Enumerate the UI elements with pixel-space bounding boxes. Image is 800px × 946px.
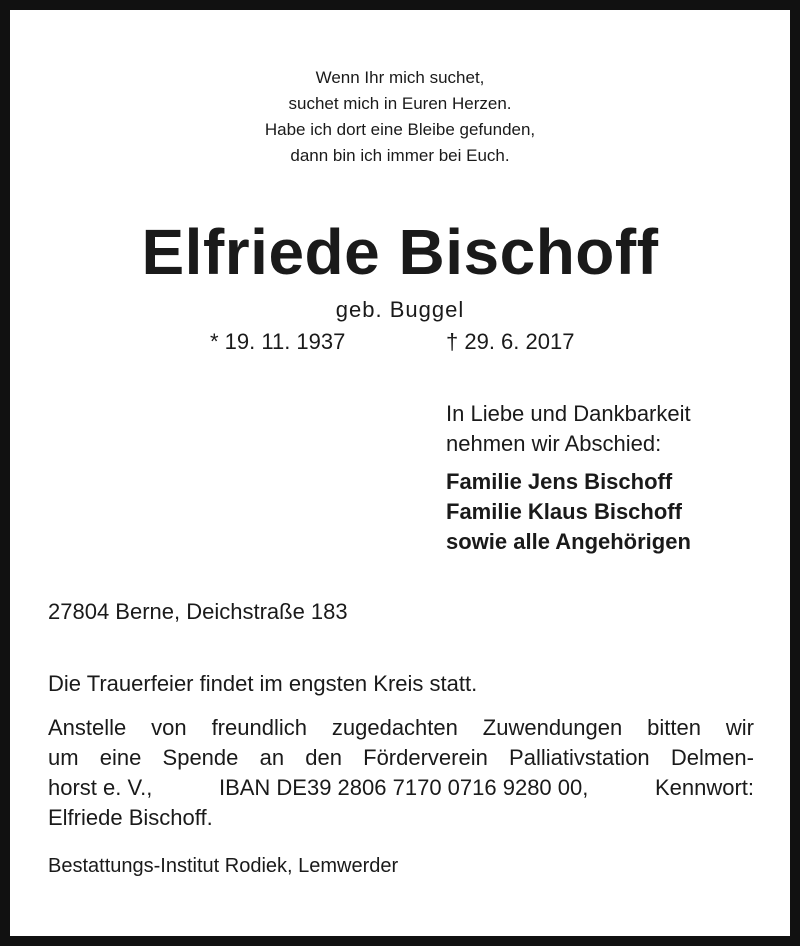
donation-recipient: horst e. V., — [48, 775, 153, 800]
birth-name: geb. Buggel — [335, 297, 465, 322]
poem-line: Wenn Ihr mich suchet, — [315, 68, 485, 87]
donation-line: um eine Spende an den Förderverein Palliativstation Delmen- — [48, 745, 754, 770]
farewell-line: nehmen wir Abschied: — [446, 431, 662, 456]
poem-line: Habe ich dort eine Bleibe gefunden, — [264, 120, 536, 139]
donation-line — [48, 773, 754, 803]
mourner-entry: Familie Jens Bischoff — [446, 469, 673, 494]
farewell-text — [446, 399, 691, 459]
donation-keyword: Elfriede Bischoff. — [48, 805, 213, 830]
farewell-line: In Liebe und Dankbarkeit — [446, 401, 691, 426]
deceased-name: Elfriede Bischoff — [141, 216, 659, 288]
mourner-entry: Familie Klaus Bischoff — [446, 499, 682, 524]
birth-date: * 19. 11. 1937 — [210, 329, 346, 354]
mourners-list — [446, 467, 691, 557]
poem-line: suchet mich in Euren Herzen. — [288, 94, 512, 113]
death-date: † 29. 6. 2017 — [446, 329, 575, 354]
donation-iban: IBAN DE39 2806 7170 0716 9280 00, — [218, 775, 589, 800]
donation-request — [48, 713, 754, 833]
donation-keyword-label: Kennwort: — [654, 775, 754, 800]
mourner-entry: sowie alle Angehörigen — [446, 529, 691, 554]
undertaker: Bestattungs-Institut Rodiek, Lemwerder — [48, 855, 399, 877]
poem-line: dann bin ich immer bei Euch. — [290, 146, 510, 165]
poem — [0, 65, 800, 169]
donation-line: Anstelle von freundlich zugedachten Zuwendungen bitten wir — [48, 715, 754, 740]
address: 27804 Berne, Deichstraße 183 — [48, 599, 348, 624]
ceremony-notice: Die Trauerfeier findet im engsten Kreis statt. — [48, 671, 478, 696]
